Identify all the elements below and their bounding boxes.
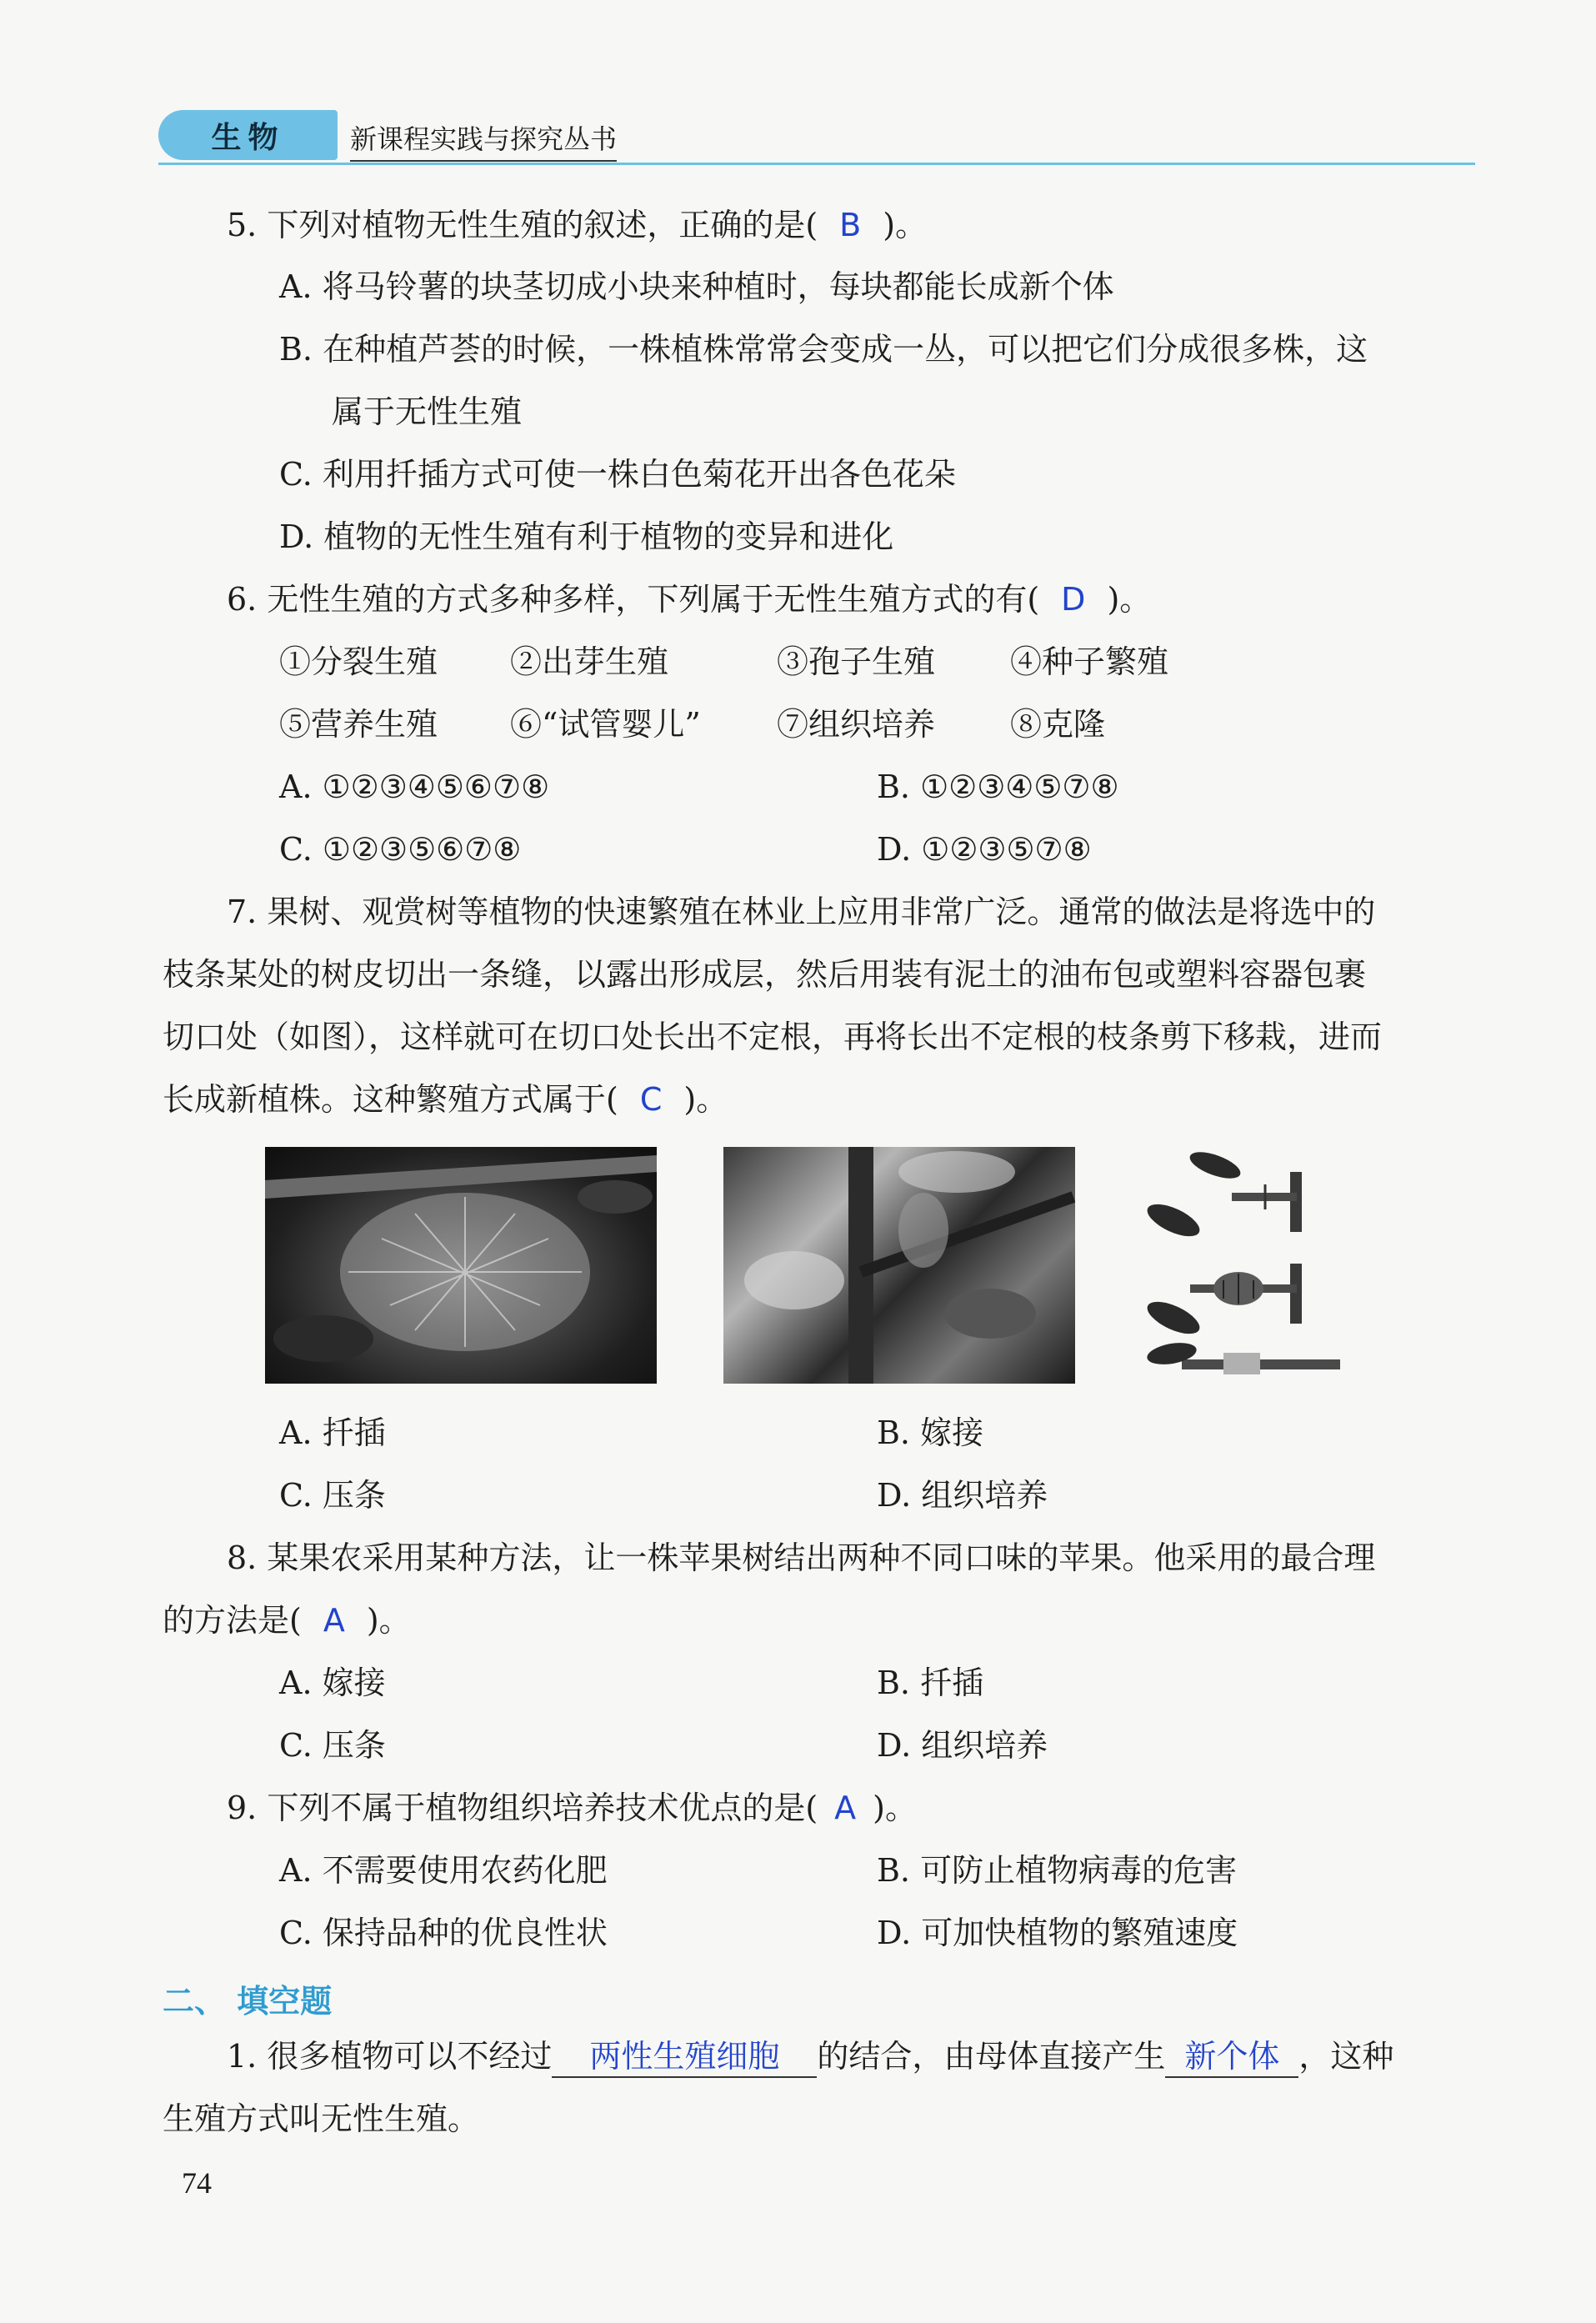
air-layering-photo-2 [723,1147,1075,1384]
q6-item-7: ⑦组织培养 [777,706,936,743]
q8-stem-end: )。 [366,1602,411,1639]
layering-steps-drawing [1140,1147,1358,1384]
air-layering-diagram [1140,1147,1358,1384]
q7-answer: C [639,1081,663,1118]
fill1-blank-2: 新个体 [1165,2038,1298,2078]
q9-answer: A [834,1790,857,1826]
fill1-text-pre: 1. 很多植物可以不经过 [227,2038,553,2075]
q9-option-a: A. 不需要使用农药化肥 [279,1852,608,1889]
q7-line-1: 7. 果树、观赏树等植物的快速繁殖在林业上应用非常广泛。通常的做法是将选中的 [227,894,1376,930]
q7-line-2: 枝条某处的树皮切出一条缝，以露出形成层，然后用装有泥土的油布包或塑料容器包裹 [163,956,1367,993]
q5-stem [227,207,927,245]
q7-line-3: 切口处（如图），这样就可在切口处长出不定根，再将长出不定根的枝条剪下移栽，进而 [163,1019,1383,1055]
q6-item-4: ④种子繁殖 [1010,643,1169,680]
q6-item-6: ⑥“试管婴儿” [510,706,701,743]
q5-option-b: B. 在种植芦荟的时候，一株植株常常会变成一丛，可以把它们分成很多株，这 [279,331,1368,368]
section-heading: 二、 填空题 [163,1983,333,2020]
q7-line-4 [163,1081,728,1119]
q9-stem-end: )。 [873,1790,917,1826]
q5-option-b-cont: 属于无性生殖 [332,393,523,430]
q6-item-5: ⑤营养生殖 [279,706,438,743]
q9-stem-text: 9. 下列不属于植物组织培养技术优点的是( [227,1790,818,1826]
q5-option-d: D. 植物的无性生殖有利于植物的变异和进化 [279,518,894,555]
q8-stem-text: 的方法是( [163,1602,302,1639]
air-layering-photo-1 [265,1147,657,1384]
q6-stem-end: )。 [1107,581,1152,618]
subject-badge: 生物 [158,110,338,160]
q6-item-2: ②出芽生殖 [510,643,669,680]
q8-option-a: A. 嫁接 [279,1665,386,1701]
q7-stem-text: 长成新植株。这种繁殖方式属于( [163,1081,618,1118]
q8-option-c: C. 压条 [279,1727,386,1764]
q5-option-c: C. 利用扦插方式可使一株白色菊花开出各色花朵 [279,456,956,493]
q6-stem [227,581,1151,619]
fill1-blank-1: 两性生殖细胞 [552,2038,817,2078]
tree-branch-illustration [723,1147,1075,1384]
q8-line-2 [163,1602,411,1640]
fill1-line-2: 生殖方式叫无性生殖。 [163,2100,480,2137]
q7-option-c: C. 压条 [279,1477,386,1514]
q8-line-1: 8. 某果农采用某种方法，让一株苹果树结出两种不同口味的苹果。他采用的最合理 [227,1539,1376,1576]
q5-option-a: A. 将马铃薯的块茎切成小块来种植时，每块都能长成新个体 [279,268,1114,305]
wrapped-branch-illustration [265,1147,657,1384]
q8-option-d: D. 组织培养 [877,1727,1048,1764]
q6-item-8: ⑧克隆 [1010,706,1106,743]
q7-option-a: A. 扦插 [279,1414,386,1451]
q5-stem-end: )。 [883,207,928,243]
q9-option-c: C. 保持品种的优良性状 [279,1915,608,1951]
q9-option-b: B. 可防止植物病毒的危害 [877,1852,1238,1889]
q6-item-1: ①分裂生殖 [279,643,438,680]
q9-option-d: D. 可加快植物的繁殖速度 [877,1915,1238,1951]
series-title: 新课程实践与探究丛书 [350,118,617,162]
q8-option-b: B. 扦插 [877,1665,984,1701]
q6-answer: D [1061,581,1086,618]
q7-option-b: B. 嫁接 [877,1414,984,1451]
q6-item-3: ③孢子生殖 [777,643,936,680]
q5-stem-text: 5. 下列对植物无性生殖的叙述，正确的是( [227,207,818,243]
q6-option-d: D. ①②③⑤⑦⑧ [877,831,1092,868]
q6-option-c: C. ①②③⑤⑥⑦⑧ [279,831,522,868]
fill1-text-post: ，这种 [1298,2038,1394,2075]
header-divider [158,163,1475,165]
fill1-line-1 [227,2038,1393,2078]
page-number: 74 [182,2166,212,2200]
q7-option-d: D. 组织培养 [877,1477,1048,1514]
q6-stem-text: 6. 无性生殖的方式多种多样，下列属于无性生殖方式的有( [227,581,1040,618]
q6-option-a: A. ①②③④⑤⑥⑦⑧ [279,768,550,805]
fill1-text-mid: 的结合，由母体直接产生 [817,2038,1166,2075]
q5-answer: B [839,207,862,243]
q8-answer: A [323,1602,345,1639]
q7-stem-end: )。 [683,1081,728,1118]
q9-stem [227,1790,917,1828]
q6-option-b: B. ①②③④⑤⑦⑧ [877,768,1119,805]
